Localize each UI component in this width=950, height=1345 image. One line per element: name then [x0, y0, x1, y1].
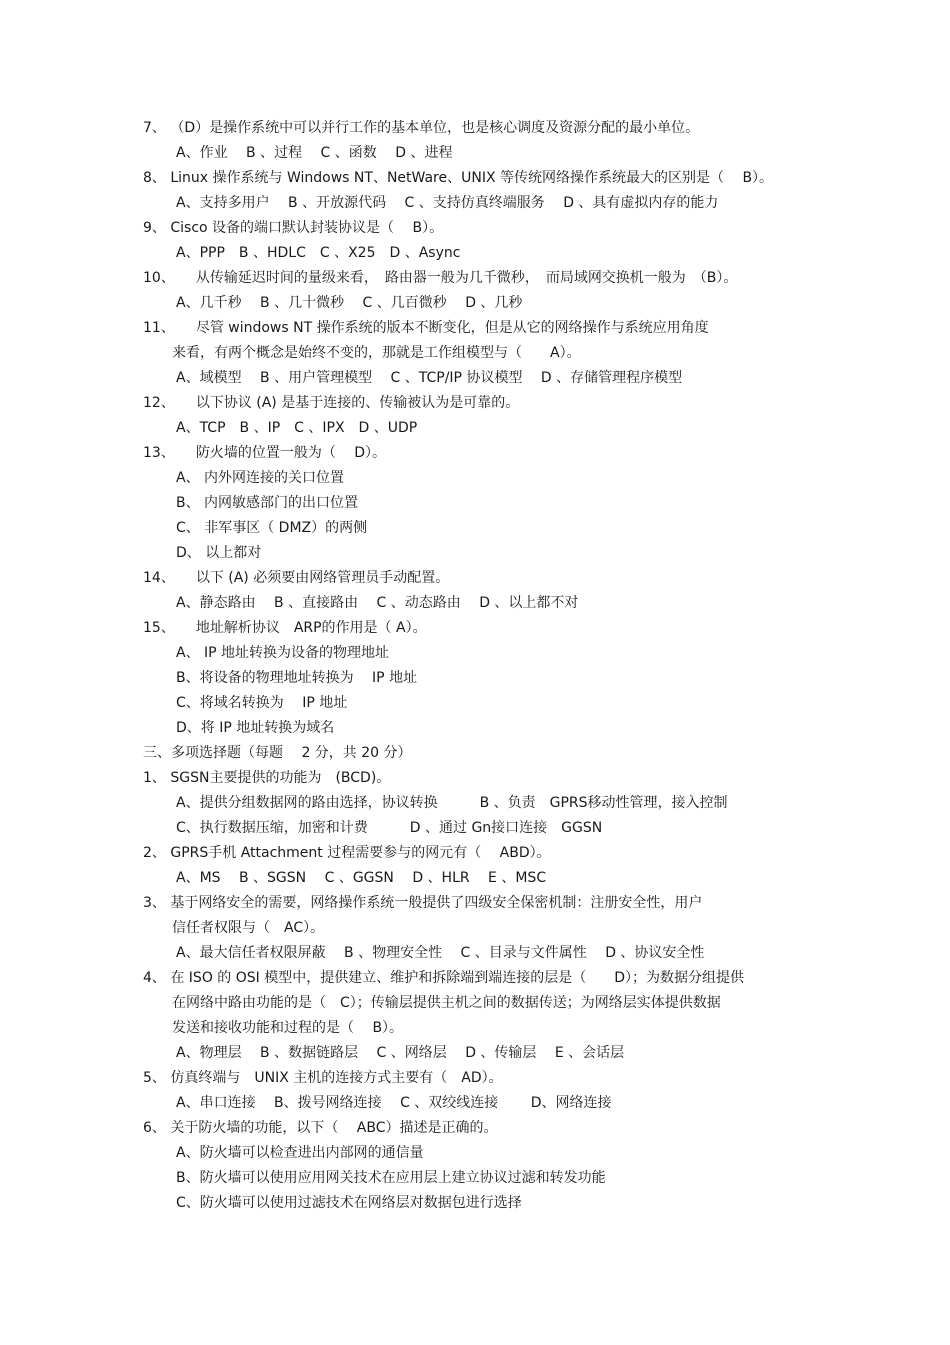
question-8: 8、 Linux 操作系统与 Windows NT、NetWare、UNIX 等传统网络操作系统最大的区别是（ B）。 [143, 170, 774, 186]
multi-question-4: 4、 在 ISO 的 OSI 模型中，提供建立、维护和拆除端到端连接的层是（ D）；为数据分组提供 [143, 970, 745, 986]
multi-question-6-option-c: C、防火墙可以使用过滤技术在网络层对数据包进行选择 [176, 1195, 522, 1211]
multi-question-4-cont-2: 发送和接收功能和过程的是（ B）。 [172, 1020, 404, 1036]
question-15-option-a: A、 IP 地址转换为设备的物理地址 [176, 645, 390, 661]
question-15: 15、 地址解析协议 ARP的作用是（ A）。 [143, 620, 427, 636]
question-10: 10、 从传输延迟时间的量级来看， 路由器一般为几千微秒， 而局域网交换机一般为 （B）。 [143, 270, 738, 286]
question-10-options: A、几千秒 B 、几十微秒 C 、几百微秒 D 、几秒 [176, 295, 523, 311]
multi-question-3-options: A、最大信任者权限屏蔽 B 、物理安全性 C 、目录与文件属性 D 、协议安全性 [176, 945, 705, 961]
multi-question-3: 3、 基于网络安全的需要，网络操作系统一般提供了四级安全保密机制：注册安全性，用户 [143, 895, 703, 911]
question-9-options: A、PPP B 、HDLC C 、X25 D 、Async [176, 245, 461, 261]
multi-question-4-options: A、物理层 B 、数据链路层 C 、网络层 D 、传输层 E 、会话层 [176, 1045, 625, 1061]
multi-question-6-option-a: A、防火墙可以检查进出内部网的通信量 [176, 1145, 424, 1161]
question-12: 12、 以下协议 (A) 是基于连接的、传输被认为是可靠的。 [143, 395, 520, 411]
section-heading: 三、多项选择题（每题 2 分，共 20 分） [143, 745, 412, 761]
question-13-option-a: A、 内外网连接的关口位置 [176, 470, 345, 486]
question-14: 14、 以下 (A) 必须要由网络管理员手动配置。 [143, 570, 450, 586]
multi-question-4-cont-1: 在网络中路由功能的是（ C）；传输层提供主机之间的数据传送；为网络层实体提供数据 [172, 995, 721, 1011]
question-7: 7、 （D）是操作系统中可以并行工作的基本单位，也是核心调度及资源分配的最小单位。 [143, 120, 700, 136]
question-15-option-b: B、将设备的物理地址转换为 IP 地址 [176, 670, 418, 686]
question-11-options: A、域模型 B 、用户管理模型 C 、TCP/IP 协议模型 D 、存储管理程序模型 [176, 370, 683, 386]
question-13-option-b: B、 内网敏感部门的出口位置 [176, 495, 359, 511]
question-14-options: A、静态路由 B 、直接路由 C 、动态路由 D 、以上都不对 [176, 595, 579, 611]
multi-question-6-option-b: B、防火墙可以使用应用网关技术在应用层上建立协议过滤和转发功能 [176, 1170, 606, 1186]
multi-question-6: 6、 关于防火墙的功能，以下（ ABC）描述是正确的。 [143, 1120, 498, 1136]
question-13-option-c: C、 非军事区（ DMZ）的两侧 [176, 520, 368, 536]
question-11-cont: 来看，有两个概念是始终不变的，那就是工作组模型与（ A）。 [172, 345, 581, 361]
question-11: 11、 尽管 windows NT 操作系统的版本不断变化，但是从它的网络操作与系统应用角度 [143, 320, 709, 336]
question-9: 9、 Cisco 设备的端口默认封装协议是（ B）。 [143, 220, 444, 236]
question-13: 13、 防火墙的位置一般为（ D）。 [143, 445, 387, 461]
question-15-option-c: C、将域名转换为 IP 地址 [176, 695, 348, 711]
multi-question-1: 1、 SGSN主要提供的功能为 (BCD)。 [143, 770, 391, 786]
multi-question-2-options: A、MS B 、SGSN C 、GGSN D 、HLR E 、MSC [176, 870, 547, 886]
question-13-option-d: D、 以上都对 [176, 545, 262, 561]
multi-question-1-options-cd: C、执行数据压缩，加密和计费 D 、通过 Gn接口连接 GGSN [176, 820, 603, 836]
question-7-options: A、作业 B 、过程 C 、函数 D 、进程 [176, 145, 453, 161]
question-8-options: A、支持多用户 B 、开放源代码 C 、支持仿真终端服务 D 、具有虚拟内存的能力 [176, 195, 719, 211]
multi-question-5: 5、 仿真终端与 UNIX 主机的连接方式主要有（ AD）。 [143, 1070, 503, 1086]
question-15-option-d: D、将 IP 地址转换为域名 [176, 720, 335, 736]
multi-question-1-options-ab: A、提供分组数据网的路由选择，协议转换 B 、负责 GPRS移动性管理，接入控制 [176, 795, 728, 811]
multi-question-5-options: A、串口连接 B、拨号网络连接 C 、双绞线连接 D、网络连接 [176, 1095, 612, 1111]
multi-question-3-cont: 信任者权限与（ AC）。 [172, 920, 325, 936]
multi-question-2: 2、 GPRS手机 Attachment 过程需要参与的网元有（ ABD）。 [143, 845, 551, 861]
question-12-options: A、TCP B 、IP C 、IPX D 、UDP [176, 420, 418, 436]
